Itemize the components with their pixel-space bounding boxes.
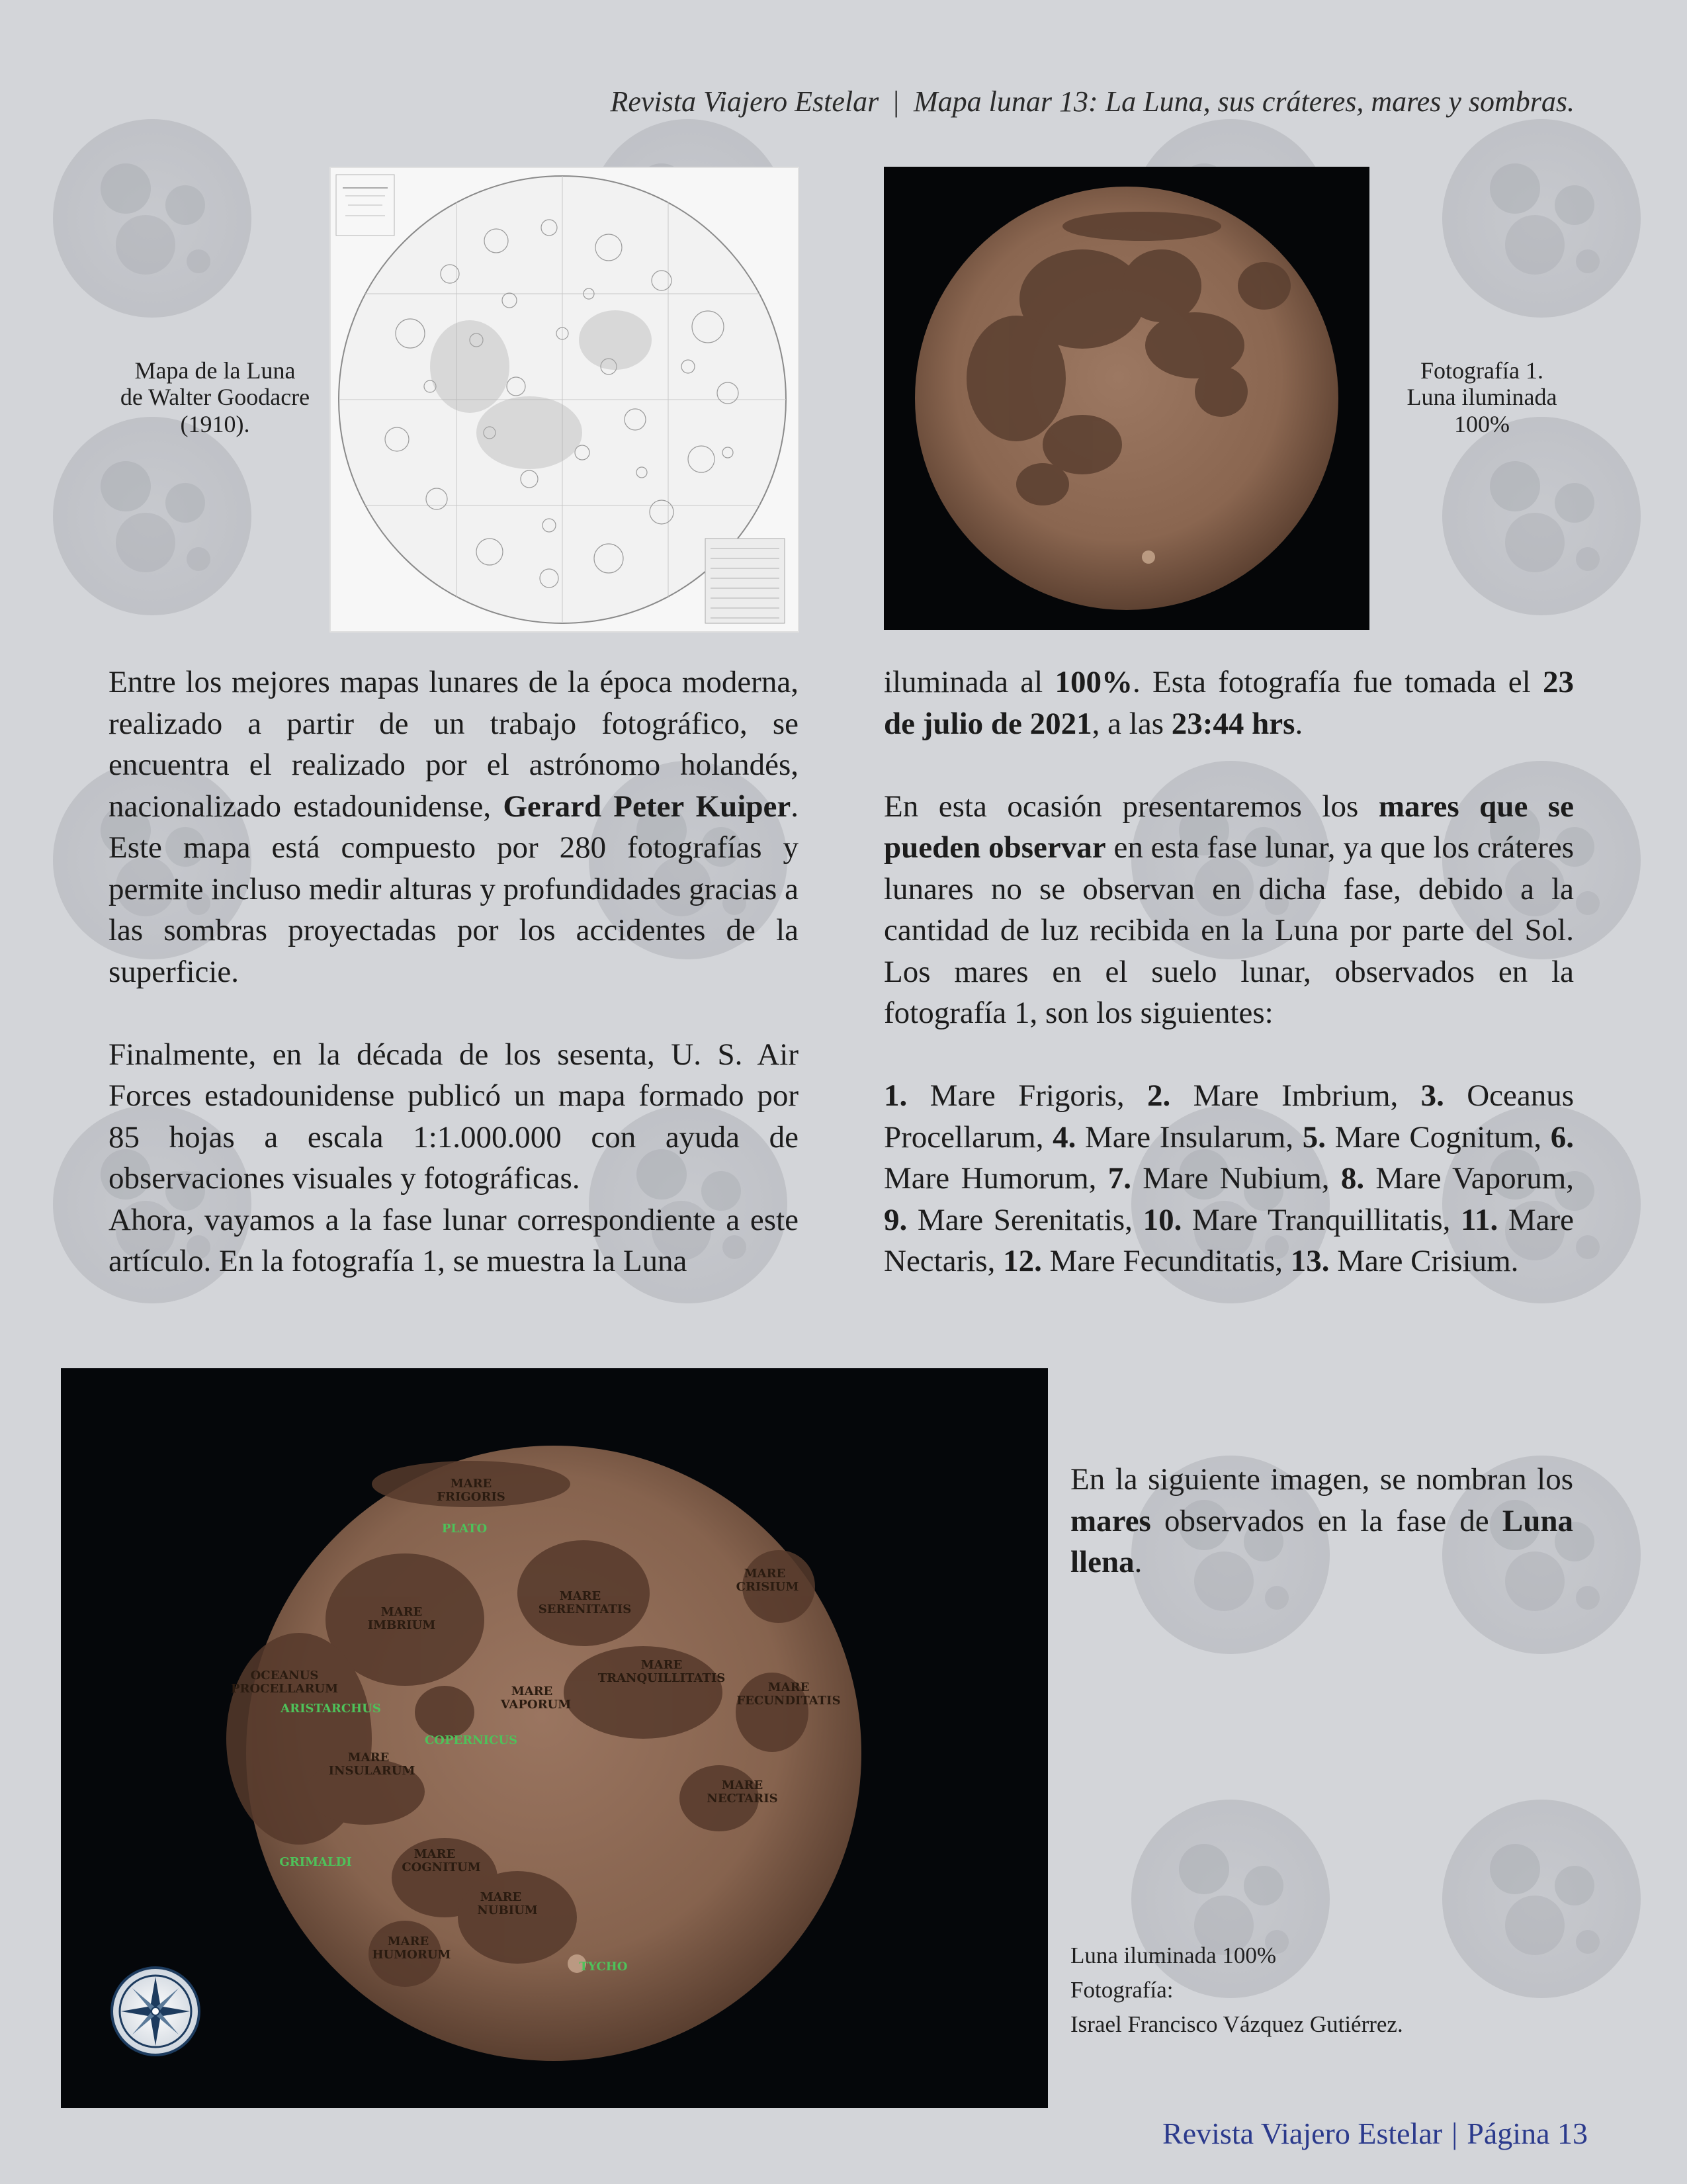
photo-credit: [1070, 1939, 1600, 2042]
footer-magazine: Revista Viajero Estelar: [1162, 2117, 1443, 2150]
label-frigoris-2: FRIGORIS: [437, 1490, 505, 1504]
page-number: Página 13: [1467, 2117, 1588, 2150]
sea-separator: ,: [987, 1244, 1004, 1278]
page-header: [529, 85, 1575, 118]
label-grimaldi: GRIMALDI: [279, 1855, 352, 1869]
left-p1-bold: Gerard Peter Kuiper: [503, 789, 791, 824]
label-tranquillitatis-2: TRANQUILLITATIS: [597, 1671, 726, 1685]
intro-text: En la siguiente imagen, se nombran los: [1070, 1462, 1573, 1497]
sea-number: 5.: [1302, 1119, 1326, 1155]
sea-name: Mare Serenitatis: [917, 1202, 1125, 1237]
sea-separator: .: [1510, 1244, 1519, 1278]
sea-name: Mare Vaporum: [1375, 1161, 1567, 1196]
left-paragraph-3: Ahora, vayamos a la fase lunar correspondiente a este artículo. En la fotografía 1, se muestra la Luna: [108, 1202, 799, 1278]
right-paragraph-1: [884, 662, 1574, 744]
right-p1-text: iluminada al: [884, 665, 1055, 699]
sea-name: Mare Insularum: [1084, 1119, 1286, 1155]
map-caption-line: (1910).: [180, 410, 250, 437]
compass-rose-icon: [112, 1968, 199, 2055]
credit-line: Fotografía:: [1070, 1977, 1174, 2003]
label-tycho: TYCHO: [579, 1960, 628, 1974]
labeled-full-moon-photo: [61, 1368, 1048, 2108]
sea-name: Mare Fecunditatis: [1049, 1244, 1276, 1278]
credit-photographer: Israel Francisco Vázquez Gutiérrez.: [1070, 2011, 1403, 2037]
sea-separator: ,: [1035, 1119, 1053, 1155]
sea-separator: ,: [1275, 1244, 1291, 1278]
right-p1-text: , a las: [1092, 706, 1172, 741]
sea-number: 13.: [1290, 1244, 1330, 1278]
credit-line: Luna iluminada 100%: [1070, 1943, 1277, 1968]
left-p1-text: Entre los mejores mapas lunares de la época moderna, realizado a partir de un trabajo fotográfico, se encuentra el realizado por el astrónomo holandés, nacionalizado estadounidense,: [108, 665, 799, 824]
label-imbrium-2: IMBRIUM: [367, 1618, 436, 1632]
right-p2-bold: mares que se pueden observar: [884, 789, 1574, 865]
label-imbrium-1: MARE: [380, 1605, 423, 1619]
label-cognitum-1: MARE: [413, 1847, 456, 1861]
label-fecunditatis-1: MARE: [767, 1681, 810, 1694]
sea-number: 11.: [1461, 1202, 1498, 1237]
label-insularum-2: INSULARUM: [328, 1764, 415, 1778]
label-procellarum-2: PROCELLARUM: [230, 1682, 339, 1696]
label-serenitatis-2: SERENITATIS: [538, 1602, 632, 1616]
label-nubium-1: MARE: [480, 1890, 522, 1904]
footer-separator: |: [1451, 2117, 1458, 2150]
right-p2-text-end: en esta fase lunar, ya que los cráteres lunares no se observan en dicha fase, debido a la cantidad de luz recibida en la Luna por parte del Sol. Los mares en el suelo lunar, observados en la fotografía 1, son los siguientes:: [884, 830, 1574, 1030]
sea-separator: ,: [1566, 1161, 1575, 1196]
label-vaporum-2: VAPORUM: [500, 1698, 572, 1712]
sea-name: Mare Nubium: [1143, 1161, 1322, 1196]
sea-name: Oceanus Procellarum: [884, 1078, 1575, 1155]
sea-name: Mare Nectaris: [884, 1202, 1575, 1278]
label-vaporum-1: MARE: [511, 1684, 553, 1698]
left-column-text: [108, 662, 799, 1282]
right-column-text: [884, 662, 1574, 1282]
left-paragraph-1: [108, 662, 799, 992]
label-aristarchus: ARISTARCHUS: [281, 1702, 381, 1716]
right-p2-text: En esta ocasión presentaremos los: [884, 789, 1379, 824]
sea-number: 1.: [884, 1078, 908, 1113]
sea-number: 4.: [1053, 1119, 1076, 1155]
sea-separator: ,: [1321, 1161, 1341, 1196]
sea-name: Mare Cognitum: [1334, 1119, 1534, 1155]
page-footer: [1098, 2116, 1588, 2151]
right-p1-text: . Esta fotografía fue tomada el: [1132, 665, 1543, 699]
right-p1-bold-date: 23 de julio de 2021: [884, 665, 1575, 741]
seas-list: [884, 1075, 1574, 1282]
sea-number: 3.: [1420, 1078, 1444, 1113]
sea-name: Mare Tranquillitatis: [1192, 1202, 1443, 1237]
full-moon-photo-1: [884, 167, 1369, 630]
sea-separator: ,: [1116, 1078, 1147, 1113]
intro-bold-mares: mares: [1070, 1503, 1151, 1538]
sea-separator: ,: [1285, 1119, 1303, 1155]
left-p1-text-end: . Este mapa está compuesto por 280 fotografías y permite incluso medir alturas y profundidades gracias a las sombras proyectadas por los accidentes de la superficie.: [108, 789, 799, 989]
sea-number: 6.: [1550, 1119, 1574, 1155]
label-crisium-1: MARE: [744, 1567, 786, 1581]
left-paragraph-2: Finalmente, en la década de los sesenta, U. S. Air Forces estadounidense publicó un mapa formado por 85 hojas a escala 1:1.000.000 con ayuda de observaciones visuales y fotográficas.: [108, 1037, 799, 1196]
sea-separator: ,: [1390, 1078, 1421, 1113]
labeled-image-intro: [1070, 1459, 1573, 1583]
label-fecunditatis-2: FECUNDITATIS: [736, 1694, 841, 1708]
sea-number: 8.: [1340, 1161, 1365, 1196]
label-humorum-2: HUMORUM: [372, 1948, 451, 1962]
label-nubium-2: NUBIUM: [477, 1903, 538, 1917]
map-caption-line: de Walter Goodacre: [120, 384, 310, 411]
label-serenitatis-1: MARE: [559, 1589, 601, 1603]
label-copernicus: COPERNICUS: [424, 1733, 518, 1747]
label-frigoris-1: MARE: [450, 1477, 492, 1491]
sea-separator: ,: [1442, 1202, 1461, 1237]
sea-name: Mare Crisium: [1337, 1244, 1511, 1278]
header-magazine: Revista Viajero Estelar: [610, 85, 879, 118]
photo1-caption-line: 100%: [1454, 410, 1510, 437]
intro-text: observados en la fase de: [1150, 1503, 1502, 1538]
sea-separator: ,: [1088, 1161, 1108, 1196]
sea-name: Mare Imbrium: [1193, 1078, 1391, 1113]
labeled-image-intro-text: [1070, 1459, 1573, 1583]
goodacre-moon-map-image: [329, 167, 799, 633]
photo1-caption: [1379, 357, 1584, 437]
label-plato: PLATO: [441, 1522, 488, 1536]
label-tranquillitatis-1: MARE: [640, 1658, 683, 1672]
label-cognitum-2: COGNITUM: [402, 1860, 481, 1874]
label-procellarum-1: OCEANUS: [250, 1669, 319, 1682]
header-article-title: Mapa lunar 13: La Luna, sus cráteres, mares y sombras.: [914, 85, 1575, 118]
right-paragraph-2: [884, 786, 1574, 1034]
map-caption-line: Mapa de la Luna: [134, 357, 296, 384]
label-nectaris-2: NECTARIS: [707, 1792, 778, 1806]
right-p1-bold-time: 23:44 hrs: [1171, 706, 1295, 741]
photo1-caption-line: Luna iluminada: [1406, 384, 1557, 411]
map-caption: [99, 357, 331, 437]
sea-separator: ,: [1125, 1202, 1143, 1237]
sea-number: 9.: [884, 1202, 908, 1237]
sea-name: Mare Frigoris: [930, 1078, 1117, 1113]
intro-text: .: [1134, 1545, 1143, 1579]
label-crisium-2: CRISIUM: [736, 1580, 799, 1594]
photo1-caption-line: Fotografía 1.: [1420, 357, 1543, 384]
right-p1-text: .: [1295, 706, 1303, 741]
label-nectaris-1: MARE: [721, 1778, 763, 1792]
label-humorum-1: MARE: [387, 1935, 429, 1948]
sea-number: 2.: [1147, 1078, 1171, 1113]
intro-bold-luna-llena: Luna llena: [1070, 1503, 1573, 1579]
label-insularum-1: MARE: [347, 1751, 390, 1765]
sea-number: 7.: [1107, 1161, 1131, 1196]
sea-number: 12.: [1003, 1244, 1042, 1278]
header-separator: |: [893, 85, 900, 118]
right-p1-bold-percent: 100%: [1055, 665, 1133, 699]
sea-number: 10.: [1143, 1202, 1182, 1237]
sea-name: Mare Humorum: [884, 1161, 1089, 1196]
sea-separator: ,: [1534, 1119, 1551, 1155]
